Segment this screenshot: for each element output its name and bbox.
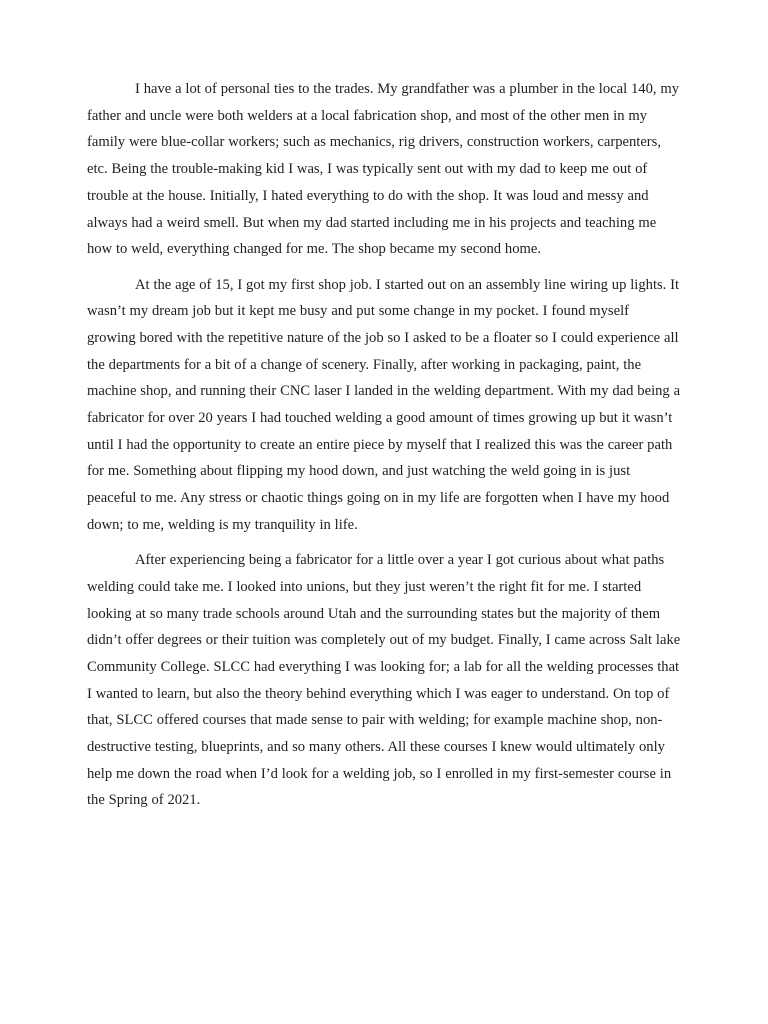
- paragraph-2: At the age of 15, I got my first shop job. I started out on an assembly line wiring up lights. It wasn’t my dream job but it kept me busy and put some change in my pocket. I found myself growing bored with the repetitive nature of the job so I asked to be a floater so I could experience all the departments for a bit of a change of scenery. Finally, after working in packaging, paint, the machine shop, and running their CNC laser I landed in the welding department. With my dad being a fabricator for over 20 years I had touched welding a good amount of times growing up but it wasn’t until I had the opportunity to create an entire piece by myself that I realized this was the career path for me. Something about flipping my hood down, and just watching the weld going in is just peaceful to me. Any stress or chaotic things going on in my life are forgotten when I have my hood down; to me, welding is my tranquility in life.: [87, 276, 681, 533]
- paragraph-1: I have a lot of personal ties to the trades. My grandfather was a plumber in the local 140, my father and uncle were both welders at a local fabrication shop, and most of the other men in my family were blue-collar workers; such as mechanics, rig drivers, construction workers, carpenters, etc. Being the trouble-making kid I was, I was typically sent out with my dad to keep me out of trouble at the house. Initially, I hated everything to do with the shop. It was loud and messy and always had a weird smell. But when my dad started including me in his projects and teaching me how to weld, everything changed for me. The shop became my second home.: [87, 81, 680, 258]
- paragraph-3: After experiencing being a fabricator for a little over a year I got curious about what paths welding could take me. I looked into unions, but they just weren’t the right fit for me. I started looking at so many trade schools around Utah and the surrounding states but the majority of them didn’t offer degrees or their tuition was completely out of my budget. Finally, I came across Salt lake Community College. SLCC had everything I was looking for; a lab for all the welding processes that I wanted to learn, but also the theory behind everything which I was eager to understand. On top of that, SLCC offered courses that made sense to pair with welding; for example machine shop, non-destructive testing, blueprints, and so many others. All these courses I knew would ultimately only help me down the road when I’d look for a welding job, so I enrolled in my first-semester course in the Spring of 2021.: [87, 552, 681, 809]
- document-body: [87, 76, 681, 823]
